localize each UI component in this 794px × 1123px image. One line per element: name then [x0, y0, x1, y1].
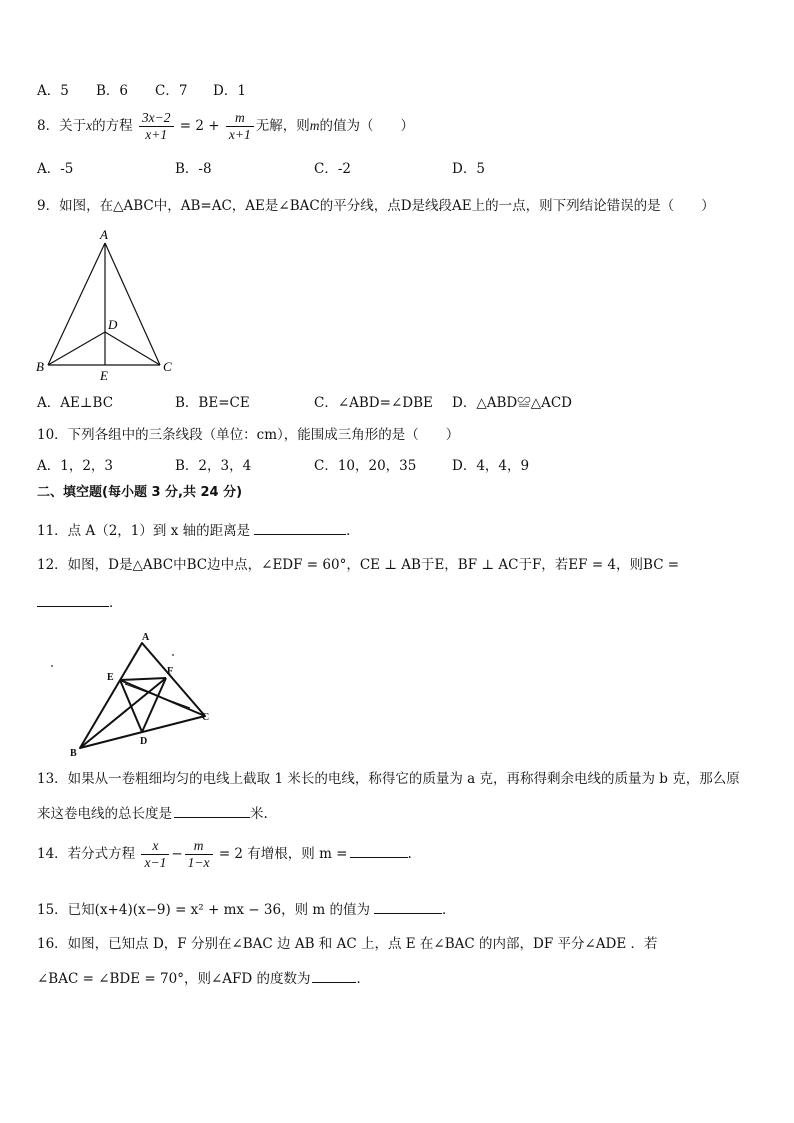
q14-frac2-den: 1−x [187, 855, 210, 870]
q12-end: ． [109, 595, 123, 611]
q12-triangle-figure [40, 628, 220, 760]
q7-option-b: B．6 [96, 83, 129, 99]
q14-frac1-num: x [141, 838, 169, 855]
q10-option-b: B．2，3，4 [175, 458, 252, 474]
q9-question: 9．如图，在△ABC中，AB=AC，AE是∠BAC的平分线，点D是线段AE上的一点，则下列结论错误的是（ ） [37, 198, 715, 214]
q12-label-f: F [167, 666, 174, 677]
q12-label-b: B [70, 748, 77, 759]
q14-prefix: 14．若分式方程 [37, 846, 136, 862]
q10-option-c: C．10，20，35 [314, 458, 417, 474]
q12-answer-blank[interactable] [37, 592, 109, 607]
q14-frac2-num: m [185, 838, 213, 855]
q12-question: 12．如图，D是△ABC中BC边中点，∠EDF = 60°，CE ⊥ AB于E，BF ⊥ AC于F，若EF = 4，则BC = [37, 557, 680, 573]
q8-option-b: B．-8 [175, 161, 212, 177]
q13-answer-blank[interactable] [174, 803, 250, 818]
q8-option-c: C．-2 [314, 161, 351, 177]
q12-answer-line [37, 592, 123, 612]
q15-question [37, 899, 455, 919]
q12-label-a: A [142, 632, 150, 643]
q12-label-d: D [140, 736, 148, 747]
q8-var-m: m [309, 118, 320, 133]
q16-text: ∠BAC = ∠BDE = 70°，则∠AFD 的度数为 [37, 971, 311, 987]
section-fill-in-header: 二、填空题(每小题 3 分,共 24 分) [37, 485, 243, 500]
q11-question [37, 520, 360, 540]
q7-option-c: C．7 [155, 83, 188, 99]
q10-question: 10．下列各组中的三条线段（单位：cm），能围成三角形的是（ ） [37, 427, 460, 443]
q8-suffix: 无解，则 [255, 118, 310, 134]
q15-answer-blank[interactable] [374, 899, 442, 914]
q12-label-e: E [107, 672, 114, 683]
q14-frac1-den: x−1 [144, 855, 167, 870]
q16-question-line1: 16．如图，已知点 D，F 分别在∠BAC 边 AB 和 AC 上，点 E 在∠BAC 的内部，DF 平分∠ADE ．若 [37, 936, 658, 952]
q9-option-c: C．∠ABD=∠DBE [314, 395, 433, 411]
q9-option-d: D．△ABD≌△ACD [452, 395, 572, 411]
q13-end: 米. [250, 806, 268, 822]
q16-answer-blank[interactable] [312, 968, 356, 983]
q9-label-e: E [100, 368, 108, 383]
q8-mid: 的方程 [92, 118, 133, 134]
q13-question-line1: 13．如果从一卷粗细均匀的电线上截取 1 米长的电线，称得它的质量为 a 克，再称得剩余电线的质量为 b 克，那么原 [37, 771, 740, 787]
q8-option-d: D．5 [452, 161, 485, 177]
q9-triangle-figure [30, 225, 190, 385]
q14-answer-blank[interactable] [350, 843, 408, 858]
q9-label-a: A [100, 227, 108, 242]
q8-option-a: A．-5 [37, 161, 74, 177]
q13-text: 来这卷电线的总长度是 [37, 806, 172, 822]
q14-equals: = 2 有增根，则 m = [218, 846, 348, 862]
q8-frac1-den: x+1 [145, 127, 168, 142]
q8-frac2-den: x+1 [228, 127, 251, 142]
q11-end: ． [346, 523, 360, 539]
q15-end: ． [441, 902, 456, 918]
q16-question-line2 [37, 968, 370, 988]
q16-end: ． [356, 971, 370, 987]
q11-text: 11．点 A（2，1）到 x 轴的距离是 [37, 523, 251, 539]
q14-minus: − [171, 846, 183, 862]
q10-option-a: A．1，2，3 [37, 458, 114, 474]
q11-answer-blank[interactable] [254, 520, 346, 535]
q12-label-c: C [202, 712, 210, 723]
q8-frac1-num: 3x−2 [139, 110, 174, 127]
q14-end: . [407, 846, 412, 862]
q13-question-line2 [37, 803, 268, 823]
q9-label-c: C [163, 359, 172, 374]
q10-option-d: D．4，4，9 [452, 458, 530, 474]
q15-text: 15．已知(x+4)(x−9) = x² + mx − 36，则 m 的值为 [37, 902, 370, 918]
q8-frac2-num: m [226, 110, 254, 127]
q9-label-d: D [108, 317, 118, 332]
q14-fraction-1 [141, 838, 169, 871]
q9-label-b: B [36, 359, 44, 374]
q8-question [37, 110, 414, 143]
q8-fraction-2 [226, 110, 254, 143]
q8-prefix: 8．关于 [37, 118, 87, 134]
q8-fraction-1 [139, 110, 174, 143]
q8-var-x: x [86, 118, 93, 133]
q8-end: 的值为（ ） [319, 118, 414, 134]
q8-equals: = 2 + [179, 118, 220, 134]
q14-fraction-2 [185, 838, 213, 871]
q14-question [37, 838, 412, 871]
q7-option-d: D．1 [213, 83, 246, 99]
q7-option-a: A．5 [37, 83, 69, 99]
q9-option-a: A．AE⊥BC [37, 395, 114, 411]
q9-option-b: B．BE=CE [175, 395, 250, 411]
